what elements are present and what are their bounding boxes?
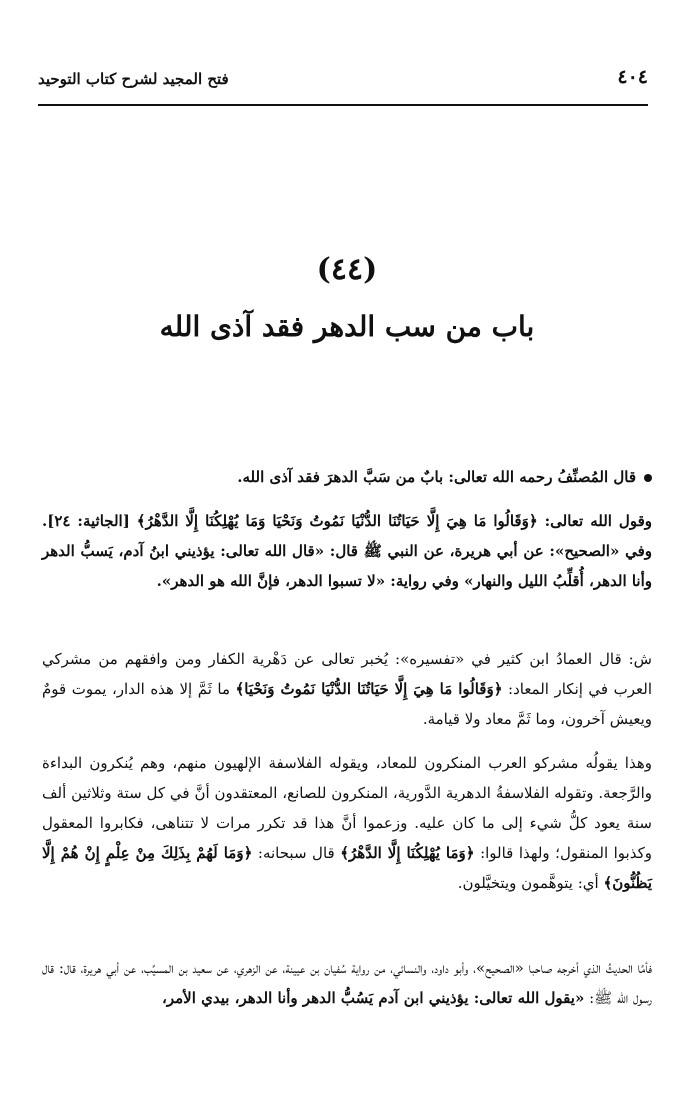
sects-text-1: وهذا يقولُه مشركو العرب المنكرون للمعاد، ويقوله الفلاسفة الإلهيون منهم، وهم يُنكرون البداءة والرَّجعة. وتقوله الفلاسفةُ الدهرية الدَّورية، المنكرون للصانع، المعتقدون أنَّ في كل ستة وثلاثين ألف سنة يعود كلُّ شيء إلى ما كان عليه. وزعموا أنَّ هذا قد تكرر مرات لا تتناهى، فكابروا المعقول وكذبوا المنقول؛ ولهذا قالوا: [42, 754, 652, 862]
verse-intro-text: وقول الله تعالى: [537, 512, 652, 530]
chapter-number: (٤٤) [316, 252, 378, 287]
tafsir-text-1: ش: قال العمادُ ابن كثير في «تفسيره»: يُخبر تعالى عن دَهْرية الكفار ومن وافقهم من مشركي العرب في إنكار المعاد: [42, 650, 652, 698]
bullet-icon [644, 474, 652, 482]
book-title: فتح المجيد لشرح كتاب التوحيد [38, 70, 229, 88]
quran-verse: ﴿وَقَالُوا مَا هِيَ إِلَّا حَيَاتُنَا الدُّنْيَا نَمُوتُ وَنَحْيَا﴾ [235, 680, 503, 698]
author-statement [42, 462, 652, 492]
quran-verse: ﴿وَقَالُوا مَا هِيَ إِلَّا حَيَاتُنَا الدُّنْيَا نَمُوتُ وَنَحْيَا وَمَا يُهْلِكُنَا إِلَّا الدَّهْرُ﴾ [136, 512, 538, 530]
verse-paragraph [42, 506, 652, 596]
sects-paragraph [42, 748, 652, 898]
hadith-quote-text: «يقول الله تعالى: يؤذيني ابن آدم يَسُبُّ الدهر وأنا الدهر، بيدي الأمر، [161, 989, 585, 1007]
hadith-paragraph [42, 953, 652, 1013]
tafsir-text-2: ما ثَمَّ إلا هذه الدار، يموت قومٌ ويعيش آخرون، وما ثَمَّ معاد ولا قيامة. [42, 680, 652, 728]
header-divider [38, 104, 648, 106]
quran-verse: ﴿وَمَا يُهْلِكُنَا إِلَّا الدَّهْرُ﴾ [340, 844, 475, 862]
tafsir-paragraph [42, 644, 652, 734]
chapter-title: باب من سب الدهر فقد آذى الله [159, 310, 535, 343]
running-header [38, 64, 648, 98]
verse-source-text: [الجاثية: ٢٤]. وفي «الصحيح»: عن أبي هريرة، عن النبي ﷺ قال: [42, 512, 652, 560]
page-number: ٤٠٤ [617, 66, 648, 88]
quran-verse: ﴿وَمَا لَهُمْ بِذَلِكَ مِنْ عِلْمٍ إِنْ هُمْ إِلَّا يَظُنُّونَ﴾ [42, 844, 652, 892]
hadith-text: «قال الله تعالى: يؤذيني ابنُ آدم، يَسبُّ الدهر وأنا الدهر، أُقلِّبُ الليل والنهار» وفي رواية: «لا تسبوا الدهر، فإنَّ الله هو الدهر». [42, 542, 652, 590]
author-statement-text: قال المُصنِّفُ رحمه الله تعالى: بابٌ من سَبَّ الدهرَ فقد آذى الله. [237, 468, 636, 486]
sects-text-3: أي: يتوهَّمون ويتخيَّلون. [457, 874, 604, 892]
hadith-chain-text: فأمَّا الحديثُ الذي أخرجه صاحبا «الصحيح»، وأبو داود، والنسائي، من رواية سُفيان بن عيينة، عن الزهري، عن سعيد بن المسيِّب، عن أبي هريرة، قال: قال رسول الله ﷺ: [42, 959, 652, 1007]
sects-text-2: قال سبحانه: [252, 844, 341, 862]
